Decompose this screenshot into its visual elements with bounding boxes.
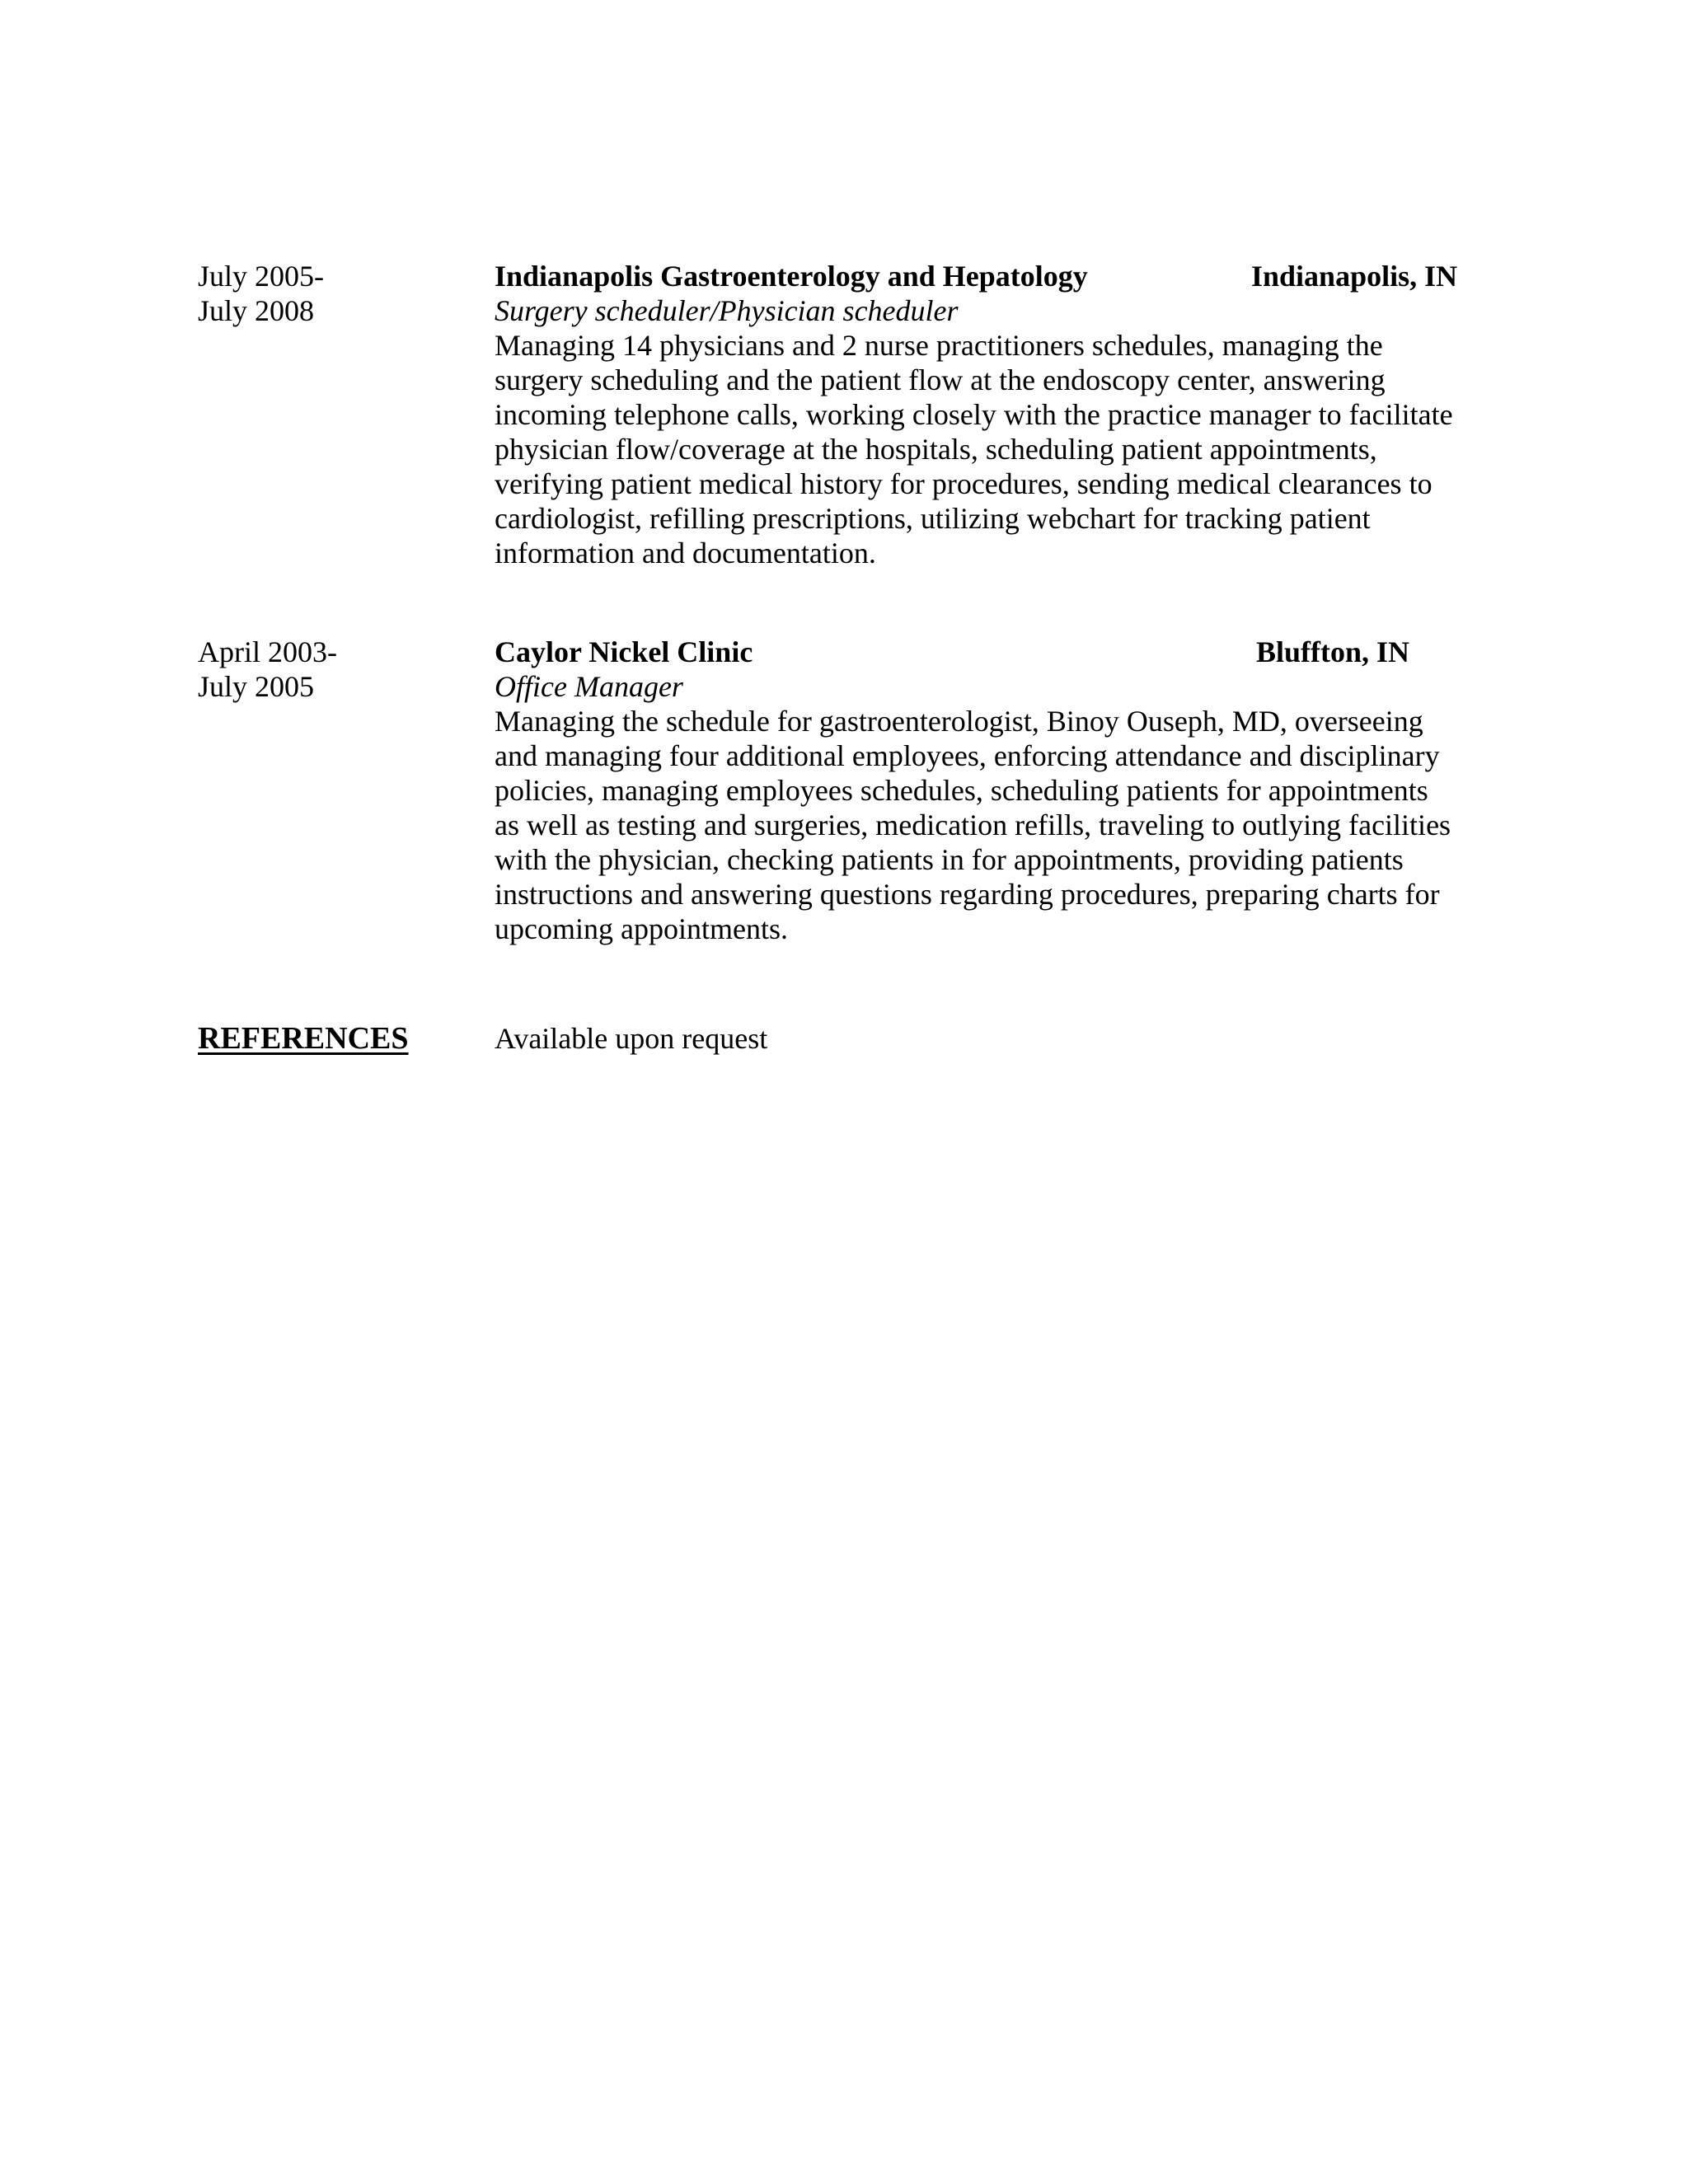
- description-line: as well as testing and surgeries, medication refills, traveling to outlying facilities: [495, 808, 1451, 841]
- description-line: cardiologist, refilling prescriptions, utilizing webchart for tracking patient: [495, 502, 1371, 535]
- employer-location: Bluffton, IN: [1256, 635, 1410, 668]
- employer-name: Caylor Nickel Clinic: [495, 635, 753, 668]
- employer-header: [495, 635, 1484, 669]
- date-start: April 2003-: [198, 635, 337, 668]
- experience-content: [495, 635, 1484, 946]
- employer-header: [495, 259, 1484, 293]
- date-start: July 2005-: [198, 260, 324, 293]
- description-line: instructions and answering questions regarding procedures, preparing charts for: [495, 878, 1440, 911]
- description-line: Managing 14 physicians and 2 nurse practitioners schedules, managing the: [495, 329, 1383, 362]
- description-line: Managing the schedule for gastroenterologist, Binoy Ouseph, MD, overseeing: [495, 705, 1423, 738]
- description-line: upcoming appointments.: [495, 912, 788, 945]
- description-line: with the physician, checking patients in for appointments, providing patients: [495, 843, 1404, 876]
- references-value: Available upon request: [495, 1022, 768, 1055]
- employment-dates: [198, 635, 478, 704]
- job-description: [495, 328, 1484, 570]
- references-heading: REFERENCES: [198, 1021, 409, 1056]
- description-line: and managing four additional employees, enforcing attendance and disciplinary: [495, 739, 1440, 772]
- employer-location: Indianapolis, IN: [1251, 260, 1458, 293]
- description-line: incoming telephone calls, working closely with the practice manager to facilitate: [495, 398, 1453, 431]
- description-line: policies, managing employees schedules, scheduling patients for appointments: [495, 774, 1428, 807]
- job-description: [495, 704, 1484, 946]
- employment-dates: [198, 259, 478, 328]
- date-end: July 2008: [198, 294, 315, 327]
- description-line: verifying patient medical history for procedures, sending medical clearances to: [495, 467, 1432, 500]
- employer-name: Indianapolis Gastroenterology and Hepatology: [495, 260, 1088, 293]
- date-end: July 2005: [198, 670, 315, 703]
- job-title: Office Manager: [495, 670, 683, 703]
- job-title: Surgery scheduler/Physician scheduler: [495, 294, 959, 327]
- description-line: information and documentation.: [495, 537, 876, 569]
- description-line: surgery scheduling and the patient flow at the endoscopy center, answering: [495, 363, 1386, 396]
- description-line: physician flow/coverage at the hospitals, scheduling patient appointments,: [495, 433, 1377, 466]
- experience-content: [495, 259, 1484, 570]
